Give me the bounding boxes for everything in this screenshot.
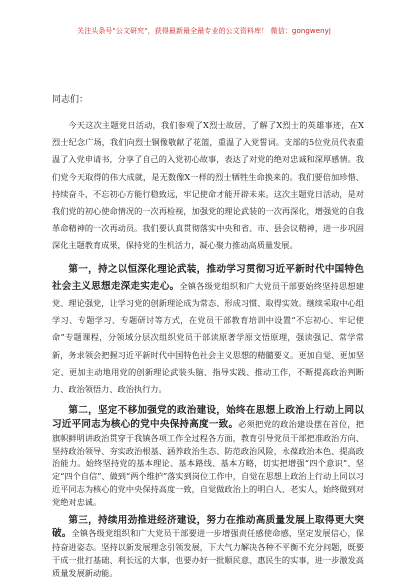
paragraph-text: 今天这次主题党日活动，我们参观了X烈士故居，了解了X烈士的英雄事迹，在X烈士纪念广场，我们向烈士铜像敬献了花篮，重温了入党誓词。支部的5位党员代表重温了入党申请书，分享了自己的入党初心故事，表达了对党的绝对忠诚和深厚感情。我们党今天取得的伟大成就，是无数像X一样的烈士牺牲生命换来的。我们要倍加珍惜、持续奋斗，不忘初心方能行稳致远，牢记使命才能开辟未来。这次主题党日活动，是对我们党的初心使命情况的一次再检视，加强党的理论武装的一次再深化，增强党的自我革命精神的一次再动员。我们要认真贯彻落实中央和省、市、县会议精神，进一步巩固深化主题教育成果，保持党的生机活力，凝心聚力推动高质量发展。 [52, 120, 364, 251]
greeting: 同志们： [52, 95, 89, 105]
paragraph-third [52, 514, 364, 580]
paragraph-first [52, 261, 364, 399]
paragraph-text: 全镇各级党组织和广大党员干部要进一步增强责任感使命感，坚定发展信心，保持奋进姿态。坚持以新发展理念引领发展，下大气力解决各种不平衡不充分问题，既要干成一批打基础、利长远的大事，也要办好一批顺民意、惠民生的实事，进一步激发高质量发展新动能。 [52, 528, 364, 578]
paragraph-heading: 第二，坚定不移加强党的政治建设，始终在思想上政治上行动上同以习近平同志为核心的党中央保持高度一致。 [52, 405, 364, 431]
paragraph-text: 全镇各级党组织和广大党员干部要始终坚持思想建党、理论强党，让学习党的创新理论成为常态、形成习惯、取得实效。继续采取中心组学习、专题学习、专题研讨等方式，在党员干部教育培训中设置“不忘初心、牢记使命”专题课程，分领域分层次组织党员干部读原著学原文悟原理，强读强记、常学常新，务求领会把握习近平新时代中国特色社会主义思想的精髓要义。更加自觉、更加坚定、更加主动地用党的创新理论武装头脑、指导实践、推动工作，不断提高政治判断力、政治领悟力、政治执行力。 [52, 280, 364, 395]
paragraph-intro [52, 117, 364, 255]
paragraph-second [52, 404, 364, 508]
document-body [52, 92, 364, 585]
paragraph-heading: 第一，持之以恒深化理论武装，推动学习贯彻习近平新时代中国特色社会主义思想走深走实走心。 [52, 263, 364, 292]
header-banner: 关注头条号"公文研究"，获得最新最全最专业的公文资料库！ 微信：gongwenyj [77, 27, 331, 35]
paragraph-text: 必须把党的政治建设摆在首位，把旗帜鲜明讲政治贯穿于我镇各项工作全过程各方面，教育引导党员干部把准政治方向、坚持政治领导、夯实政治根基、涵养政治生态、防范政治风险，永葆政治本色、提高政治能力。始终坚持党的基本理论、基本路线、基本方略，切实把增强“四个意识”、坚定“四个自信”、做到“两个维护”落实到岗位工作中，自觉在思想上政治上行动上同以习近平同志为核心的党中央保持高度一致，自觉做政治上的明白人、老实人，始终做到对党绝对忠诚。 [52, 419, 364, 507]
paragraph-heading: 第三，持续用劲推进经济建设，努力在推动高质量发展上取得更大突破。 [52, 514, 364, 540]
